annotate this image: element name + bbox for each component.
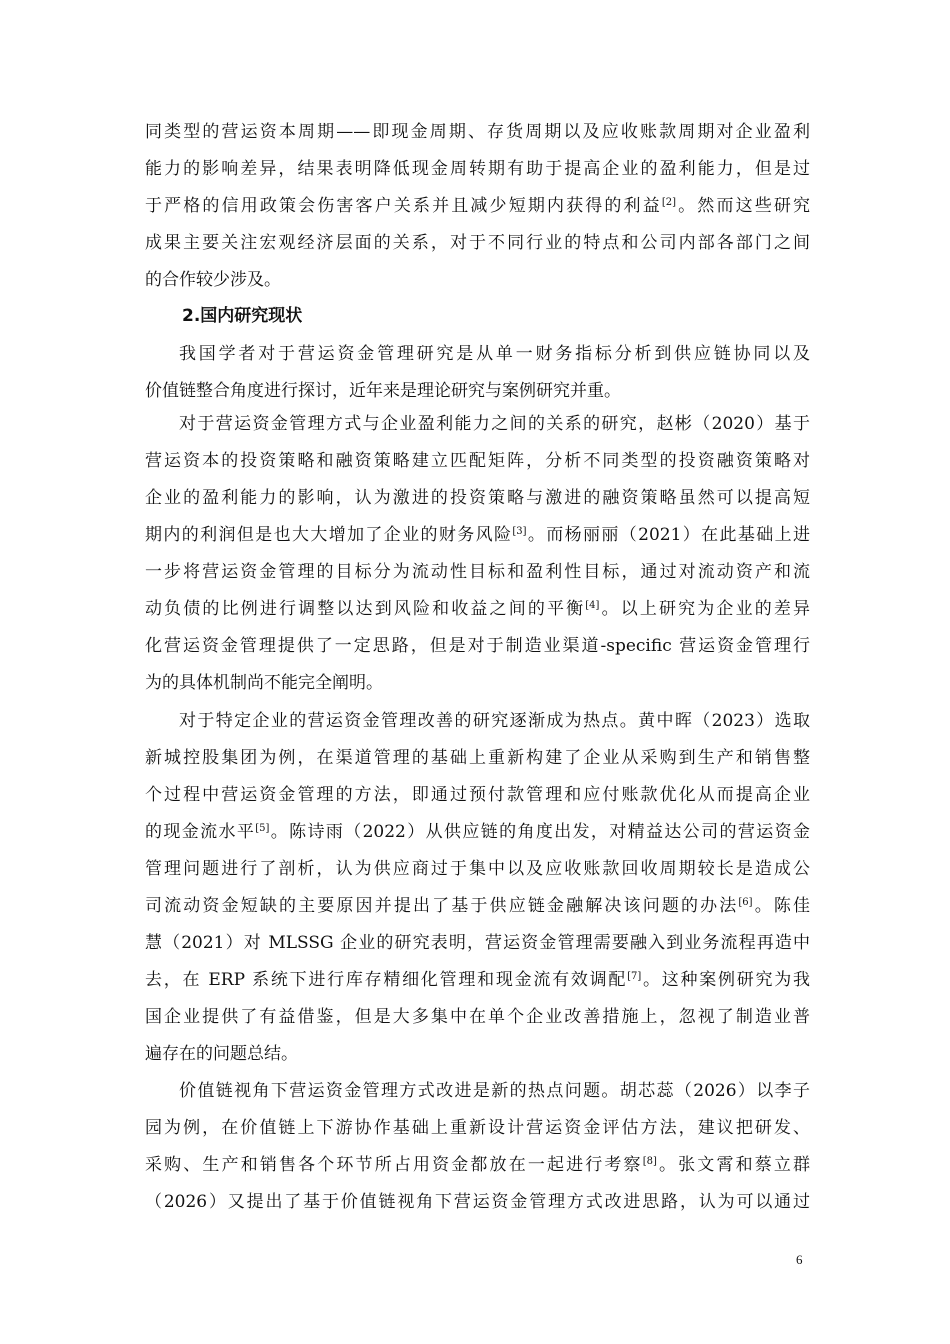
paragraph-3-line: 营运资本的投资策略和融资策略建立匹配矩阵，分析不同类型的投资融资策略对 (145, 451, 810, 471)
citation-marker: [2] (661, 197, 677, 208)
paragraph-2-line: 我国学者对于营运资金管理研究是从单一财务指标分析到供应链协同以及 (179, 344, 810, 364)
citation-marker: [4] (585, 600, 600, 611)
section-heading: 2.国内研究现状 (182, 306, 303, 326)
paragraph-1-line: 同类型的营运资本周期——即现金周期、存货周期以及应收账款周期对企业盈利 (145, 122, 810, 142)
citation-marker: [3] (512, 526, 527, 537)
paragraph-5-line: 采购、生产和销售各个环节所占用资金都放在一起进行考察[8]。张文霄和蔡立群 (145, 1155, 811, 1175)
paragraph-4-line: 国企业提供了有益借鉴，但是大多集中在单个企业改善措施上，忽视了制造业普 (145, 1007, 810, 1027)
paragraph-2-line: 价值链整合角度进行探讨，近年来是理论研究与案例研究并重。 (145, 381, 621, 401)
paragraph-3-line: 动负债的比例进行调整以达到风险和收益之间的平衡[4]。以上研究为企业的差异 (145, 599, 810, 619)
paragraph-4-line: 新城控股集团为例，在渠道管理的基础上重新构建了企业从采购到生产和销售整 (145, 748, 810, 768)
paragraph-5-line: 价值链视角下营运资金管理方式改进是新的热点问题。胡芯蕊（2026）以李子 (179, 1081, 810, 1101)
citation-marker: [5] (255, 823, 270, 834)
paragraph-4-line: 管理问题进行了剖析，认为供应商过于集中以及应收账款回收周期较长是造成公 (145, 859, 810, 879)
paragraph-3-line: 一步将营运资金管理的目标分为流动性目标和盈利性目标，通过对流动资产和流 (145, 562, 810, 582)
paragraph-4-line: 去，在 ERP 系统下进行库存精细化管理和现金流有效调配[7]。这种案例研究为我 (145, 970, 810, 990)
paragraph-3-line: 企业的盈利能力的影响，认为激进的投资策略与激进的融资策略虽然可以提高短 (145, 488, 810, 508)
citation-marker: [7] (627, 971, 642, 982)
paragraph-5-line: 园为例，在价值链上下游协作基础上重新设计营运资金评估方法，建议把研发、 (145, 1118, 810, 1138)
paragraph-3-line: 对于营运资金管理方式与企业盈利能力之间的关系的研究，赵彬（2020）基于 (179, 414, 810, 434)
paragraph-4-line: 慧（2021）对 MLSSG 企业的研究表明，营运资金管理需要融入到业务流程再造中 (145, 933, 810, 953)
paragraph-1-line: 的合作较少涉及。 (145, 270, 281, 290)
paragraph-4-line: 对于特定企业的营运资金管理改善的研究逐渐成为热点。黄中晖（2023）选取 (179, 711, 810, 731)
paragraph-4-line: 的现金流水平[5]。陈诗雨（2022）从供应链的角度出发，对精益达公司的营运资金 (145, 822, 810, 842)
paragraph-3-line: 期内的利润但是也大大增加了企业的财务风险[3]。而杨丽丽（2021）在此基础上进 (145, 525, 810, 545)
citation-marker: [6] (738, 897, 753, 908)
citation-marker: [8] (642, 1156, 657, 1167)
paragraph-1-line: 于严格的信用政策会伤害客户关系并且减少短期内获得的利益[2]。然而这些研究 (145, 196, 811, 216)
paragraph-1-line: 能力的影响差异，结果表明降低现金周转期有助于提高企业的盈利能力，但是过 (145, 159, 810, 179)
paragraph-5-line: （2026）又提出了基于价值链视角下营运资金管理方式改进思路，认为可以通过 (145, 1192, 810, 1212)
paragraph-4-line: 司流动资金短缺的主要原因并提出了基于供应链金融解决该问题的办法[6]。陈佳 (145, 896, 811, 916)
paragraph-4-line: 遍存在的问题总结。 (145, 1044, 298, 1064)
page-number: 6 (796, 1252, 803, 1267)
paragraph-3-line: 化营运资金管理提供了一定思路，但是对于制造业渠道-specific 营运资金管理行 (145, 636, 810, 656)
paragraph-4-line: 个过程中营运资金管理的方法，即通过预付款管理和应付账款优化从而提高企业 (145, 785, 810, 805)
paragraph-1-line: 成果主要关注宏观经济层面的关系，对于不同行业的特点和公司内部各部门之间 (145, 233, 810, 253)
paragraph-3-line: 为的具体机制尚不能完全阐明。 (145, 673, 383, 693)
